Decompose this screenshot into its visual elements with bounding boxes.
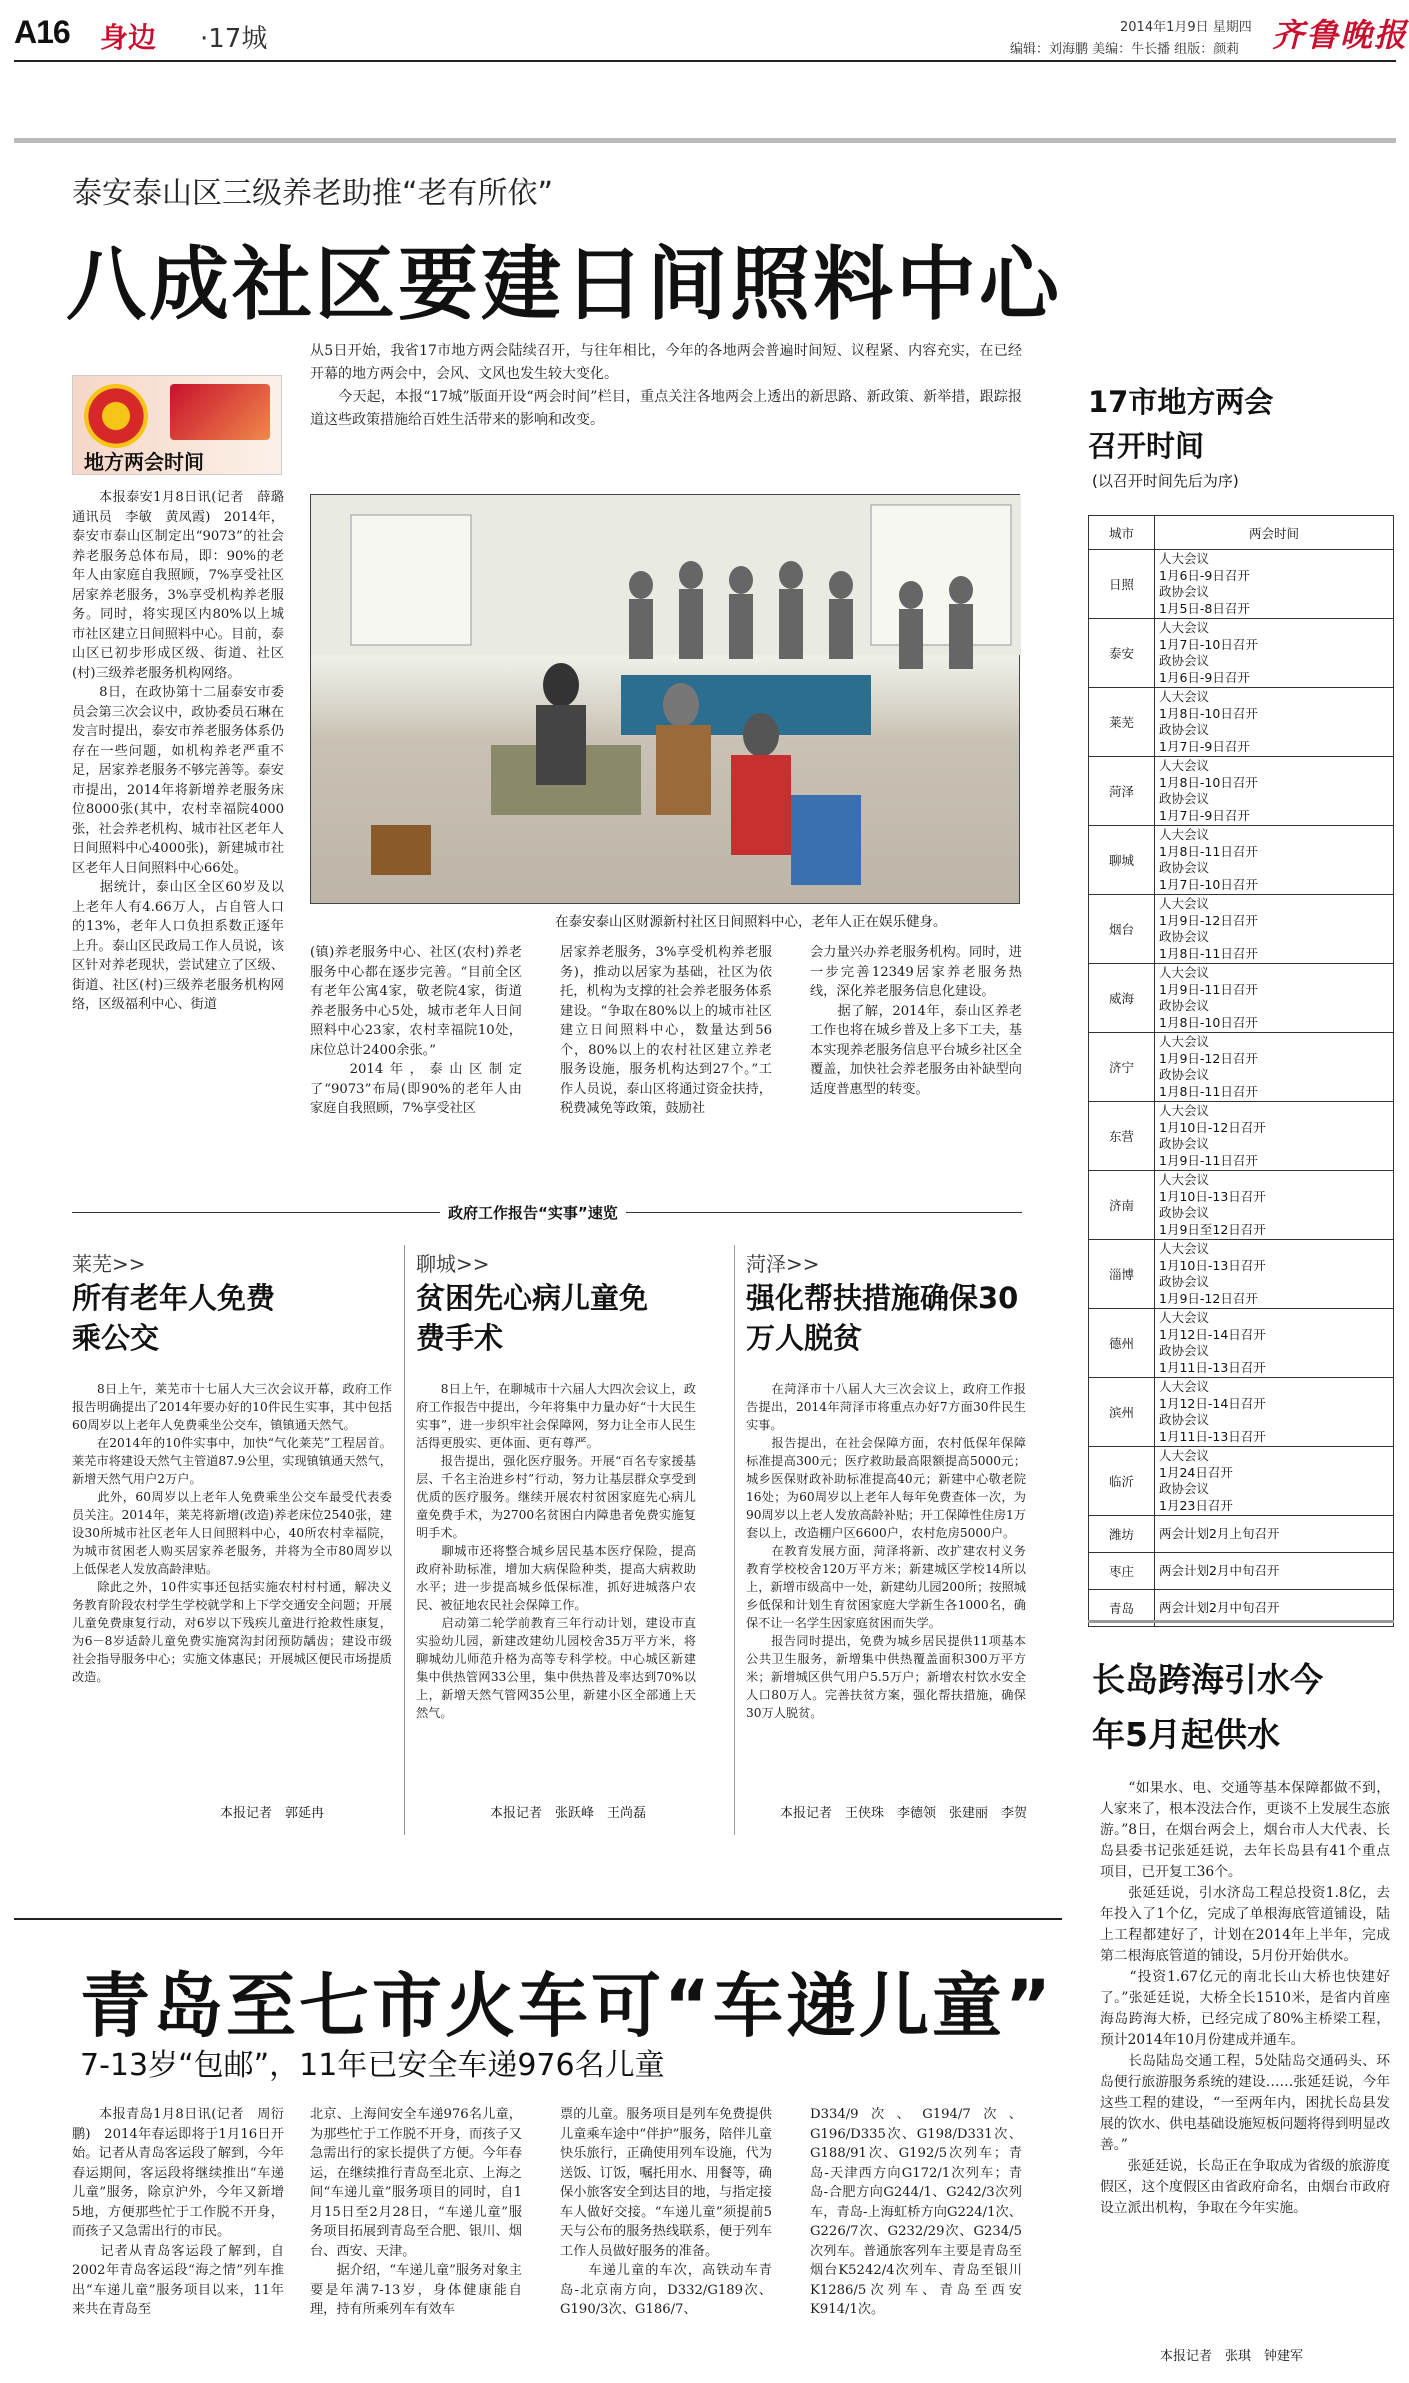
gov-item-2-author: 本报记者 张跃峰 王尚磊 — [490, 1806, 647, 1821]
schedule-sessions — [1155, 1240, 1394, 1309]
schedule-line: 人大会议 — [1159, 758, 1210, 773]
schedule-sessions — [1155, 1447, 1394, 1516]
schedule-sessions — [1155, 895, 1394, 964]
schedule-line: 1月12日-14日召开 — [1159, 1326, 1266, 1342]
schedule-line: 政协会议 — [1159, 722, 1210, 737]
story2-headline: 青岛至七市火车可“车递儿童” — [80, 1965, 1055, 2047]
schedule-row — [1089, 688, 1394, 757]
story1-intro: 从5日开始，我省17市地方两会陆续召开，与往年相比，今年的各地两会普遍时间短、议程紧、内容充实，在已经开幕的地方两会中，会风、文风也发生较大变化。 今天起，本报“17城”版面开设“两会时间”栏目，重点关注各地两会上透出的新思路、新政策、新举措，跟踪报道这些政策措施给百姓生活带来的影响和改变。 — [310, 343, 1022, 428]
schedule-line: 1月9日-12日召开 — [1159, 1050, 1258, 1066]
schedule-sessions — [1155, 1378, 1394, 1447]
sidebar-note: (以召开时间先后为序) — [1092, 472, 1239, 490]
schedule-sessions — [1155, 757, 1394, 826]
schedule-row — [1089, 895, 1394, 964]
schedule-line: 1月9日-12日召开 — [1159, 1290, 1258, 1306]
story3-body: “如果水、电、交通等基本保障都做不到，人家来了，根本没法合作，更谈不上发展生态旅游。”8日，在烟台两会上，烟台市人大代表、长岛县委书记张延廷说，去年长岛县有41个重点项目，已开复工36个。 张延廷说，引水济岛工程总投资1.8亿，去年投入了1个亿，完成了单根海底管道铺设，陆上工程都建好了，计划在2014年上半年，完成第二根海底管道的铺设，5月份开始供水。 “投资1.67亿元的南北长山大桥也快建好了。”张延廷说，大桥全长1510米，是省内首座海岛跨海大桥，已经完成了80%主桥梁工程，预计2014年10月份建成并通车。 长岛陆岛交通工程，5处陆岛交通码头、环岛便行旅游服务系统的建设……张延廷说，今年这些工程的建设，“一至两年内，困扰长岛县发展的饮水、供电基础设施短板问题将得到明显改善。” 张延廷说，长岛正在争取成为省级的旅游度假区，这个度假区由省政府命名，由烟台市政府设立派出机构，争取在今年实施。 — [1100, 1780, 1390, 2216]
newspaper-logo: 齐鲁晚报 — [1272, 16, 1409, 54]
story3-headline: 长岛跨海引水今年5月起供水 — [1092, 1660, 1323, 1754]
story2-subheadline: 7-13岁“包邮”，11年已安全车递976名儿童 — [80, 2048, 665, 2083]
schedule-sessions — [1155, 1516, 1394, 1553]
schedule-line: 1月7日-10日召开 — [1159, 876, 1258, 892]
schedule-city: 淄博 — [1089, 1240, 1155, 1309]
schedule-city: 济南 — [1089, 1171, 1155, 1240]
schedule-line: 人大会议 — [1159, 1310, 1210, 1325]
schedule-line: 政协会议 — [1159, 860, 1210, 875]
schedule-line: 人大会议 — [1159, 1448, 1210, 1463]
gov-item-2-title: 贫困先心病儿童免费手术 — [416, 1281, 649, 1355]
schedule-city: 济宁 — [1089, 1033, 1155, 1102]
schedule-sessions — [1155, 550, 1394, 619]
schedule-line: 人大会议 — [1159, 1172, 1210, 1187]
schedule-line: 1月7日-9日召开 — [1159, 807, 1250, 823]
schedule-row — [1089, 1102, 1394, 1171]
schedule-row — [1089, 1171, 1394, 1240]
schedule-row — [1089, 1240, 1394, 1309]
schedule-line: 政协会议 — [1159, 1343, 1210, 1358]
gov-item-1-body: 8日上午，莱芜市十七届人大三次会议开幕，政府工作报告明确提出了2014年要办好的10件民生实事，其中包括60周岁以上老年人免费乘坐公交车，镇镇通天然气。 在2014年的10件实事中，加快“气化莱芜”工程居首。莱芜市将建设天然气主管道87.9公里，实现镇镇通天然气，新增天然气用户2万户。 此外，60周岁以上老年人免费乘坐公交车最受代表委员关注。2014年，莱芜将新增(改造)养老床位2540张，建设30所城市社区老年人日间照料中心，40所农村幸福院，为城市贫困老人购买居家养老服务，并将为全市80周岁以上低保老人发放高龄津贴。 除此之外，10件实事还包括实施农村村村通，解决义务教育阶段农村学生学校就学和上下学交通安全问题；开展儿童免费康复行动，对6岁以下残疾儿童进行抢救性康复，为6－8岁适龄儿童免费实施窝沟封闭预防龋齿；建设市级社会指导服务中心；实施文体惠民；开展城区便民市场提质改造。 — [72, 1382, 392, 1684]
schedule-row — [1089, 619, 1394, 688]
sidebar-title: 17市地方两会召开时间 — [1088, 385, 1274, 463]
gov-item-3-author: 本报记者 王侠珠 李德领 张建丽 李贺 — [780, 1806, 1028, 1821]
gov-item-3-body: 在菏泽市十八届人大三次会议上，政府工作报告提出，2014年菏泽市将重点办好7方面30件民生实事。 报告提出，在社会保障方面，农村低保年保障标准提高300元；医疗救助最高限额提高5000元；城乡医保财政补助标准提高40元；新建中心敬老院16处；为60周岁以上老年人每年免费查体一次，为90周岁以上老人发放高龄补贴；开工保障性住房1万套以上，改造棚户区6600户，农村危房5000户。 在教育发展方面，菏泽将新、改扩建农村义务教育学校校舍120万平方米；新建城区学校14所以上，新增市级高中一处，新建幼儿园200所；按照城乡低保和计划生育贫困家庭大学新生各1000名，确保不让一名学生因家庭贫困而失学。 报告同时提出，免费为城乡居民提供11项基本公共卫生服务，新增集中供热覆盖面积300万平方米；新增城区供气用户5.5万户；新增农村饮水安全人口80万人。完善扶贫方案，强化帮扶措施，确保30万人脱贫。 — [746, 1382, 1026, 1720]
schedule-row — [1089, 826, 1394, 895]
story1-photo — [310, 494, 1020, 904]
story1-headline: 八成社区要建日间照料中心 — [66, 238, 1062, 331]
schedule-city: 菏泽 — [1089, 757, 1155, 826]
schedule-line: 1月6日-9日召开 — [1159, 567, 1250, 583]
schedule-line: 1月8日-11日召开 — [1159, 843, 1258, 859]
schedule-line: 1月8日-11日召开 — [1159, 1083, 1258, 1099]
schedule-line: 政协会议 — [1159, 653, 1210, 668]
gov-item-2-body: 8日上午，在聊城市十六届人大四次会议上，政府工作报告中提出，今年将集中力量办好“十大民生实事”，进一步织牢社会保障网，努力让全市人民生活得更殷实、更体面、更有尊严。 报告提出，强化医疗服务。开展“百名专家援基层、千名主治进乡村”行动，努力让基层群众享受到优质的医疗服务。继续开展农村贫困家庭先心病儿童免费手术，为2700名贫困白内障患者免费实施复明手术。 聊城市还将整合城乡居民基本医疗保险，提高政府补助标准，增加大病保险种类，提高大病救助水平；进一步提高城乡低保标准，抓好进城落户农民、被征地农民社会保障工作。 启动第二轮学前教育三年行动计划，建设市直实验幼儿园，新建改建幼儿园校舍35万平方米，将聊城幼儿师范升格为高等专科学校。中心城区新建集中供热管网33公里，集中供热普及率达到70%以上，新增天然气管网35公里，新建小区全部通上天然气。 — [416, 1382, 696, 1720]
story1-col3: 居家养老服务，3%享受机构养老服务)，推动以居家为基础，社区为依托，机构为支撑的社会养老服务体系建设。“争取在80%以上的城市社区建立日间照料中心，数量达到56个，80%以上的农村社区建立养老服务设施，服务机构达到27个。”工作人员说，泰山区将通过资金扶持，税费减免等政策，鼓励社 — [560, 945, 772, 1116]
schedule-city: 东营 — [1089, 1102, 1155, 1171]
page-number: A16 — [14, 14, 70, 50]
schedule-row — [1089, 1447, 1394, 1516]
schedule-line: 1月24日召开 — [1159, 1464, 1233, 1480]
gov-item-1-title: 所有老年人免费乘公交 — [72, 1281, 276, 1355]
schedule-table — [1088, 515, 1394, 1627]
schedule-body — [1089, 550, 1394, 1627]
schedule-line: 1月9日至12日召开 — [1159, 1221, 1266, 1237]
schedule-line: 人大会议 — [1159, 1379, 1210, 1394]
section-name: 身边 — [100, 21, 157, 54]
story2-col1: 本报青岛1月8日讯(记者 周衍鹏) 2014年春运即将于1月16日开始。记者从青岛客运段了解到，今年春运期间，客运段将继续推出“车递儿童”服务，除京沪外，今年又新增5地，方便那些忙于工作脱不开身，而孩子又急需出行的市民。 记者从青岛客运段了解到，自2002年青岛客运段“海之情”列车推出“车递儿童”服务项目以来，11年来共在青岛至 — [72, 2107, 284, 2317]
schedule-line: 1月5日-8日召开 — [1159, 600, 1250, 616]
column-logo-label: 地方两会时间 — [84, 450, 204, 474]
col-header-time: 两会时间 — [1155, 516, 1394, 550]
schedule-city: 烟台 — [1089, 895, 1155, 964]
schedule-line: 1月7日-10日召开 — [1159, 636, 1258, 652]
schedule-sessions — [1155, 1171, 1394, 1240]
top-divider — [14, 138, 1396, 143]
schedule-line: 1月8日-11日召开 — [1159, 945, 1258, 961]
schedule-sessions — [1155, 1553, 1394, 1590]
gov-item-1-author: 本报记者 郭延冉 — [220, 1806, 325, 1821]
schedule-line: 1月7日-9日召开 — [1159, 738, 1250, 754]
schedule-city: 德州 — [1089, 1309, 1155, 1378]
schedule-line: 人大会议 — [1159, 827, 1210, 842]
story1-col1: 本报泰安1月8日讯(记者 薛璐 通讯员 李敏 黄凤霞) 2014年，泰安市泰山区制定出“9073”的社会养老服务总体布局，即：90%的老年人由家庭自我照顾，7%享受社区居家养老服务，3%享受机构养老服务。同时，将实现区内80%以上城市社区建立日间照料中心。目前，泰山区已初步形成区级、街道、社区(村)三级养老服务机构网络。 8日，在政协第十二届泰安市委员会第三次会议中，政协委员石琳在发言时提出，泰安市养老服务体系仍存在一些问题，如机构养老严重不足，居家养老服务不够完善等。泰安市提出，2014年将新增养老服务床位8000张(其中，农村幸福院4000张，社会养老机构、城市社区老年人日间照料中心4000张)，新建城市社区老年人日间照料中心66处。 据统计，泰山区全区60岁及以上老年人有4.66万人，占自管人口的13%，老年人口负担系数正逐年上升。泰山区民政局工作人员说，该区针对养老现状，尝试建立了区级、街道、社区(村)三级养老服务机构网络，区级福利中心、街道 — [72, 490, 284, 1012]
story2-col4: D334/9次、G194/7次、G196/D335次、G198/D331次、G188/91次、G192/5次列车；青岛-天津西方向G172/1次列车；青岛-合肥方向G244/1、G242/3次列车，青岛-上海虹桥方向G224/1次、G226/7次、G232/29次、G234/5次列车。普通旅客列车主要是青岛至烟台K5242/4次列车、青岛至银川K1286/5次列车、青岛至西安K914/1次。 — [810, 2107, 1022, 2317]
schedule-line: 人大会议 — [1159, 620, 1210, 635]
schedule-line: 1月6日-9日召开 — [1159, 669, 1250, 685]
cppcc-emblem-icon — [170, 384, 270, 440]
column-rule — [404, 1245, 405, 1835]
schedule-row — [1089, 964, 1394, 1033]
schedule-row — [1089, 1378, 1394, 1447]
schedule-sessions — [1155, 1309, 1394, 1378]
schedule-line: 人大会议 — [1159, 965, 1210, 980]
schedule-sessions — [1155, 964, 1394, 1033]
schedule-line: 人大会议 — [1159, 1103, 1210, 1118]
schedule-city: 青岛 — [1089, 1590, 1155, 1627]
schedule-line: 人大会议 — [1159, 689, 1210, 704]
story2-col3: 票的儿童。服务项目是列车免费提供儿童乘车途中“伴护”服务，陪伴儿童快乐旅行，正确使用列车设施，代为送饭、订饭，嘱托用水、用餐等，确保小旅客安全到达目的地，与指定接车人做好交接。“车递儿童”须提前5天与公布的服务热线联系，便于列车工作人员做好服务的准备。 车递儿童的车次，高铁动车青岛-北京南方向，D332/G189次、G190/3次、G186/7、 — [560, 2107, 772, 2317]
story1-col4: 会力量兴办养老服务机构。同时，进一步完善12349居家养老服务热线，深化养老服务信息化建设。 据了解，2014年，泰山区养老工作也将在城乡普及上多下工夫，基本实现养老服务信息平台城乡社区全覆盖，加快社会养老服务由补缺型向适度普惠型的转变。 — [810, 945, 1022, 1097]
schedule-line: 政协会议 — [1159, 791, 1210, 806]
schedule-city: 泰安 — [1089, 619, 1155, 688]
gov-report-label: 政府工作报告“实事”速览 — [440, 1202, 626, 1223]
schedule-line: 政协会议 — [1159, 998, 1210, 1013]
story1-col2: (镇)养老服务中心、社区(农村)养老服务中心都在逐步完善。“目前全区有老年公寓4家，敬老院4家，街道养老服务中心5处，城市老年人日间照料中心23家，农村幸福院10处，床位总计2400余张。” 2014年，泰山区制定了“9073”布局(即90%的老年人由家庭自我照顾，7%享受社区 — [310, 945, 522, 1116]
col-header-city: 城市 — [1089, 516, 1155, 550]
staff-credits: 编辑：刘海鹏 美编：牛长播 组版：颜莉 — [1010, 42, 1240, 57]
schedule-line: 1月10日-13日召开 — [1159, 1257, 1266, 1273]
gov-item-2-tag: 聊城>> — [416, 1252, 490, 1276]
schedule-line: 政协会议 — [1159, 1067, 1210, 1082]
schedule-line: 1月12日-14日召开 — [1159, 1395, 1266, 1411]
schedule-row — [1089, 1033, 1394, 1102]
subsection-name: ·17城 — [200, 24, 268, 54]
schedule-city: 莱芜 — [1089, 688, 1155, 757]
schedule-line: 1月23日召开 — [1159, 1497, 1233, 1513]
schedule-row — [1089, 1309, 1394, 1378]
photo-caption: 在泰安泰山区财源新村社区日间照料中心，老年人正在娱乐健身。 — [555, 914, 947, 930]
gov-item-3-tag: 菏泽>> — [746, 1252, 820, 1276]
schedule-line: 两会计划2月中旬召开 — [1159, 1599, 1280, 1615]
schedule-line: 1月10日-13日召开 — [1159, 1188, 1266, 1204]
schedule-line: 人大会议 — [1159, 896, 1210, 911]
schedule-line: 政协会议 — [1159, 1274, 1210, 1289]
schedule-line: 1月8日-10日召开 — [1159, 774, 1258, 790]
schedule-city: 聊城 — [1089, 826, 1155, 895]
schedule-line: 政协会议 — [1159, 584, 1210, 599]
story2-col2: 北京、上海间安全车递976名儿童，为那些忙于工作脱不开身，而孩子又急需出行的家长提供了方便。今年春运，在继续推行青岛至北京、上海之间“车递儿童”服务项目的同时，自1月15日至2月28日，“车递儿童”服务项目拓展到青岛至合肥、银川、烟台、西安、天津。 据介绍，“车递儿童”服务对象主要是年满7-13岁，身体健康能自理，持有所乘列车有效车 — [310, 2107, 522, 2317]
schedule-city: 滨州 — [1089, 1378, 1155, 1447]
schedule-line: 政协会议 — [1159, 1205, 1210, 1220]
schedule-row — [1089, 550, 1394, 619]
issue-date: 2014年1月9日 星期四 — [1120, 20, 1252, 35]
schedule-row — [1089, 757, 1394, 826]
schedule-sessions — [1155, 688, 1394, 757]
schedule-line: 政协会议 — [1159, 1481, 1210, 1496]
schedule-row — [1089, 1516, 1394, 1553]
schedule-sessions — [1155, 1102, 1394, 1171]
schedule-sessions — [1155, 826, 1394, 895]
schedule-city: 枣庄 — [1089, 1553, 1155, 1590]
schedule-line: 人大会议 — [1159, 551, 1210, 566]
schedule-line: 人大会议 — [1159, 1034, 1210, 1049]
schedule-line: 1月10日-12日召开 — [1159, 1119, 1266, 1135]
photo-illustration — [311, 495, 1021, 905]
schedule-line: 政协会议 — [1159, 929, 1210, 944]
story3-author: 本报记者 张琪 钟建军 — [1160, 2349, 1304, 2364]
schedule-line: 1月9日-12日召开 — [1159, 912, 1258, 928]
schedule-sessions — [1155, 1033, 1394, 1102]
column-rule — [734, 1245, 735, 1835]
schedule-city: 威海 — [1089, 964, 1155, 1033]
sidebar-divider — [1088, 1620, 1394, 1623]
gov-item-3-title: 强化帮扶措施确保30万人脱贫 — [746, 1281, 1019, 1355]
schedule-line: 人大会议 — [1159, 1241, 1210, 1256]
schedule-row — [1089, 1553, 1394, 1590]
schedule-sessions — [1155, 619, 1394, 688]
schedule-line: 1月11日-13日召开 — [1159, 1428, 1266, 1444]
national-emblem-icon — [84, 384, 148, 448]
story1-kicker: 泰安泰山区三级养老助推“老有所依” — [72, 176, 554, 211]
schedule-city: 潍坊 — [1089, 1516, 1155, 1553]
schedule-city: 日照 — [1089, 550, 1155, 619]
gov-item-1-tag: 莱芜>> — [72, 1252, 146, 1276]
story2-rule — [14, 1918, 1062, 1920]
schedule-line: 1月11日-13日召开 — [1159, 1359, 1266, 1375]
schedule-line: 政协会议 — [1159, 1136, 1210, 1151]
schedule-line: 1月9日-11日召开 — [1159, 1152, 1258, 1168]
schedule-line: 1月9日-11日召开 — [1159, 981, 1258, 997]
schedule-line: 1月8日-10日召开 — [1159, 1014, 1258, 1030]
schedule-line: 政协会议 — [1159, 1412, 1210, 1427]
schedule-line: 1月8日-10日召开 — [1159, 705, 1258, 721]
schedule-city: 临沂 — [1089, 1447, 1155, 1516]
header-rule — [14, 60, 1396, 62]
schedule-line: 两会计划2月中旬召开 — [1159, 1562, 1280, 1578]
schedule-line: 两会计划2月上旬召开 — [1159, 1525, 1280, 1541]
